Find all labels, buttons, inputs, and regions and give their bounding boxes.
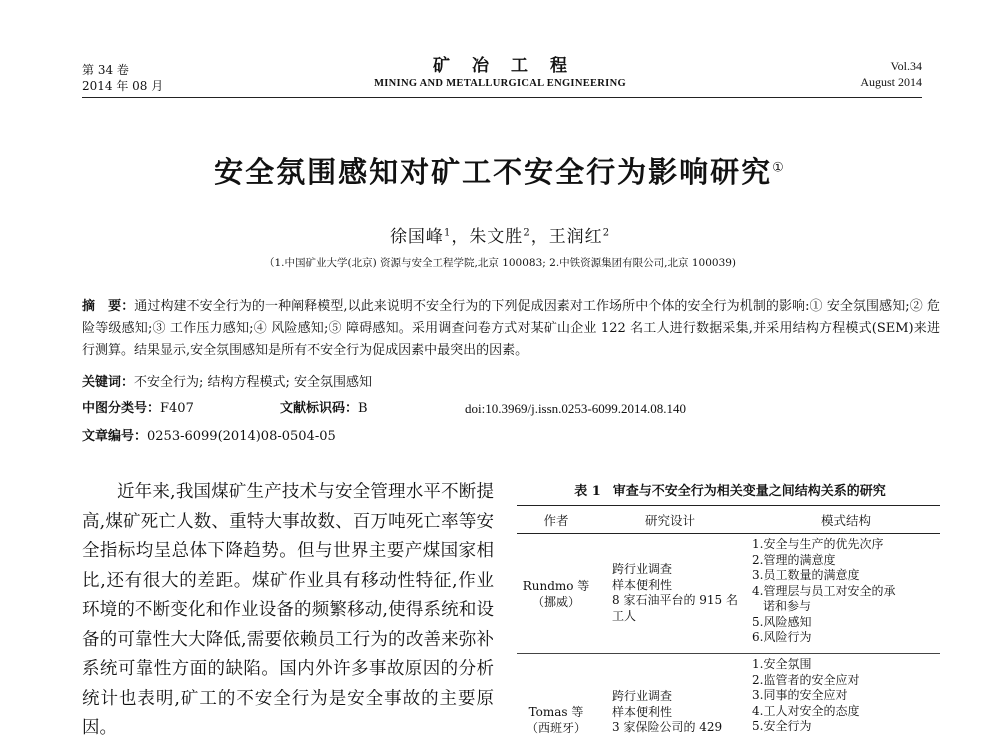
- header-right: [860, 58, 922, 90]
- doi: doi:10.3969/j.issn.0253-6099.2014.08.140: [465, 401, 687, 416]
- author-affil-mark: 2: [523, 227, 531, 239]
- abstract: [82, 296, 940, 362]
- classification-number: [82, 398, 194, 420]
- table-row-1-design: [612, 562, 750, 624]
- model-item: 3.员工数量的满意度: [752, 568, 860, 582]
- paper-title: [0, 150, 1000, 191]
- model-item: 6.风险行为: [752, 630, 812, 644]
- model-item: 4.管理层与员工对安全的承: [752, 583, 896, 598]
- table-header-rule: [517, 533, 940, 534]
- header-center: [300, 56, 700, 89]
- body-paragraph: 近年来,我国煤矿生产技术与安全管理水平不断提高,煤矿死亡人数、重特大事故数、百万吨死亡率等安全指标均呈总体下降趋势。但与世界主要产煤国家相比,还有很大的差距。煤矿作业具有移动性特征,作业环境的不断变化和作业设备的频繁移动,使得系统和设备的可靠性大大降低,需要依赖员工行为的改善来弥补系统可靠性方面的缺陷。国内外许多事故原因的分析统计也表明,矿工的不安全行为是安全事故的主要原因。: [82, 482, 494, 738]
- date-cn: 2014 年 08 月: [82, 79, 164, 93]
- author-country: （挪威）: [531, 594, 580, 609]
- keywords-text: 不安全行为; 结构方程模式; 安全氛围感知: [134, 375, 373, 390]
- volume-en: Vol.34: [890, 59, 922, 73]
- article-number-label: 文章编号：: [82, 429, 148, 444]
- design-line: 3 家保险公司的 429: [612, 720, 723, 734]
- article-number: [82, 426, 336, 448]
- design-line: 跨行业调查: [612, 689, 673, 703]
- table-header-design: 研究设计: [644, 513, 695, 528]
- author-separator: ，: [530, 227, 549, 247]
- model-item: 1.安全氛围: [752, 657, 812, 671]
- model-item: 2.管理的满意度: [752, 552, 836, 567]
- table-header-model: 模式结构: [820, 513, 871, 528]
- classification-label: 中图分类号：: [82, 401, 161, 416]
- model-item: 5.风险感知: [752, 614, 812, 629]
- model-item: 5.安全行为: [752, 719, 812, 733]
- table-number: 表 1: [574, 484, 601, 499]
- document-id-code: [280, 398, 368, 420]
- table-row-rule: [517, 653, 940, 654]
- volume-cn: 第 34 卷: [82, 63, 129, 77]
- keywords-label: 关键词：: [82, 375, 135, 390]
- journal-name-en: MINING AND METALLURGICAL ENGINEERING: [374, 78, 626, 89]
- classification-value: F407: [160, 401, 194, 416]
- doc-id-label: 文献标识码：: [280, 401, 359, 416]
- author-line: Rundmo 等: [522, 579, 590, 593]
- design-line: 工人: [612, 608, 637, 623]
- table-caption-text: 审查与不安全行为相关变量之间结构关系的研究: [612, 484, 886, 499]
- table-header-author: 作者: [543, 513, 569, 528]
- design-line: 跨行业调查: [612, 562, 673, 576]
- author-line: Tomas 等: [528, 705, 584, 719]
- article-number-value: 0253-6099(2014)08-0504-05: [147, 429, 336, 444]
- author-name: 朱文胜: [469, 227, 524, 247]
- author-name: 徐国峰: [389, 227, 444, 247]
- title-text: 安全氛围感知对矿工不安全行为影响研究: [214, 155, 773, 189]
- author-name: 王润红: [548, 227, 603, 247]
- design-line: 样本便利性: [612, 704, 673, 719]
- doc-id-value: B: [358, 401, 368, 416]
- model-item: 3.同事的安全应对: [752, 688, 848, 702]
- author-affil-mark: 1: [443, 227, 452, 239]
- author-separator: ，: [451, 227, 470, 247]
- title-footnote-mark: ①: [772, 160, 786, 176]
- date-en: August 2014: [860, 75, 922, 89]
- abstract-text: 通过构建不安全行为的一种阐释模型,以此来说明不安全行为的下列促成因素对工作场所中个体的安全行为机制的影响:① 安全氛围感知;② 危险等级感知;③ 工作压力感知;④ 风险感知;⑤ 障碍感知。采用调查问卷方式对某矿山企业 122 名工人进行数据采集,并采用结构方程模式(SEM)来进行测算。结果显示,安全氛围感知是所有不安全行为促成因素中最突出的因素。: [82, 299, 940, 358]
- table-row-1-model: [752, 537, 940, 646]
- author-affil-mark: 2: [602, 227, 611, 239]
- design-line: 样本便利性: [612, 577, 673, 592]
- table-caption: [520, 480, 940, 499]
- model-item: 4.工人对安全的态度: [752, 703, 860, 718]
- design-line: 8 家石油平台的 915 名: [612, 593, 738, 607]
- keywords: [82, 372, 372, 394]
- model-item-continued: 诺和参与: [763, 599, 812, 613]
- table-row-1-author: [520, 579, 592, 610]
- model-item: 2.监管者的安全应对: [752, 672, 860, 687]
- table-row-2-author: [520, 705, 592, 736]
- journal-name-cn: 矿冶工程: [433, 56, 589, 76]
- abstract-label: 摘 要：: [82, 299, 135, 314]
- affiliations: （1.中国矿业大学(北京) 资源与安全工程学院,北京 100083; 2.中铁资源集团有限公司,北京 100039): [263, 257, 737, 269]
- table-top-rule: [517, 505, 940, 506]
- table-row-2-model: [752, 657, 940, 735]
- author-country: （西班牙）: [525, 720, 586, 735]
- table-row-2-design: [612, 689, 750, 736]
- header-rule: [82, 97, 922, 98]
- model-item: 1.安全与生产的优先次序: [752, 537, 884, 551]
- header-left: [82, 62, 163, 94]
- author-list: [0, 222, 1000, 247]
